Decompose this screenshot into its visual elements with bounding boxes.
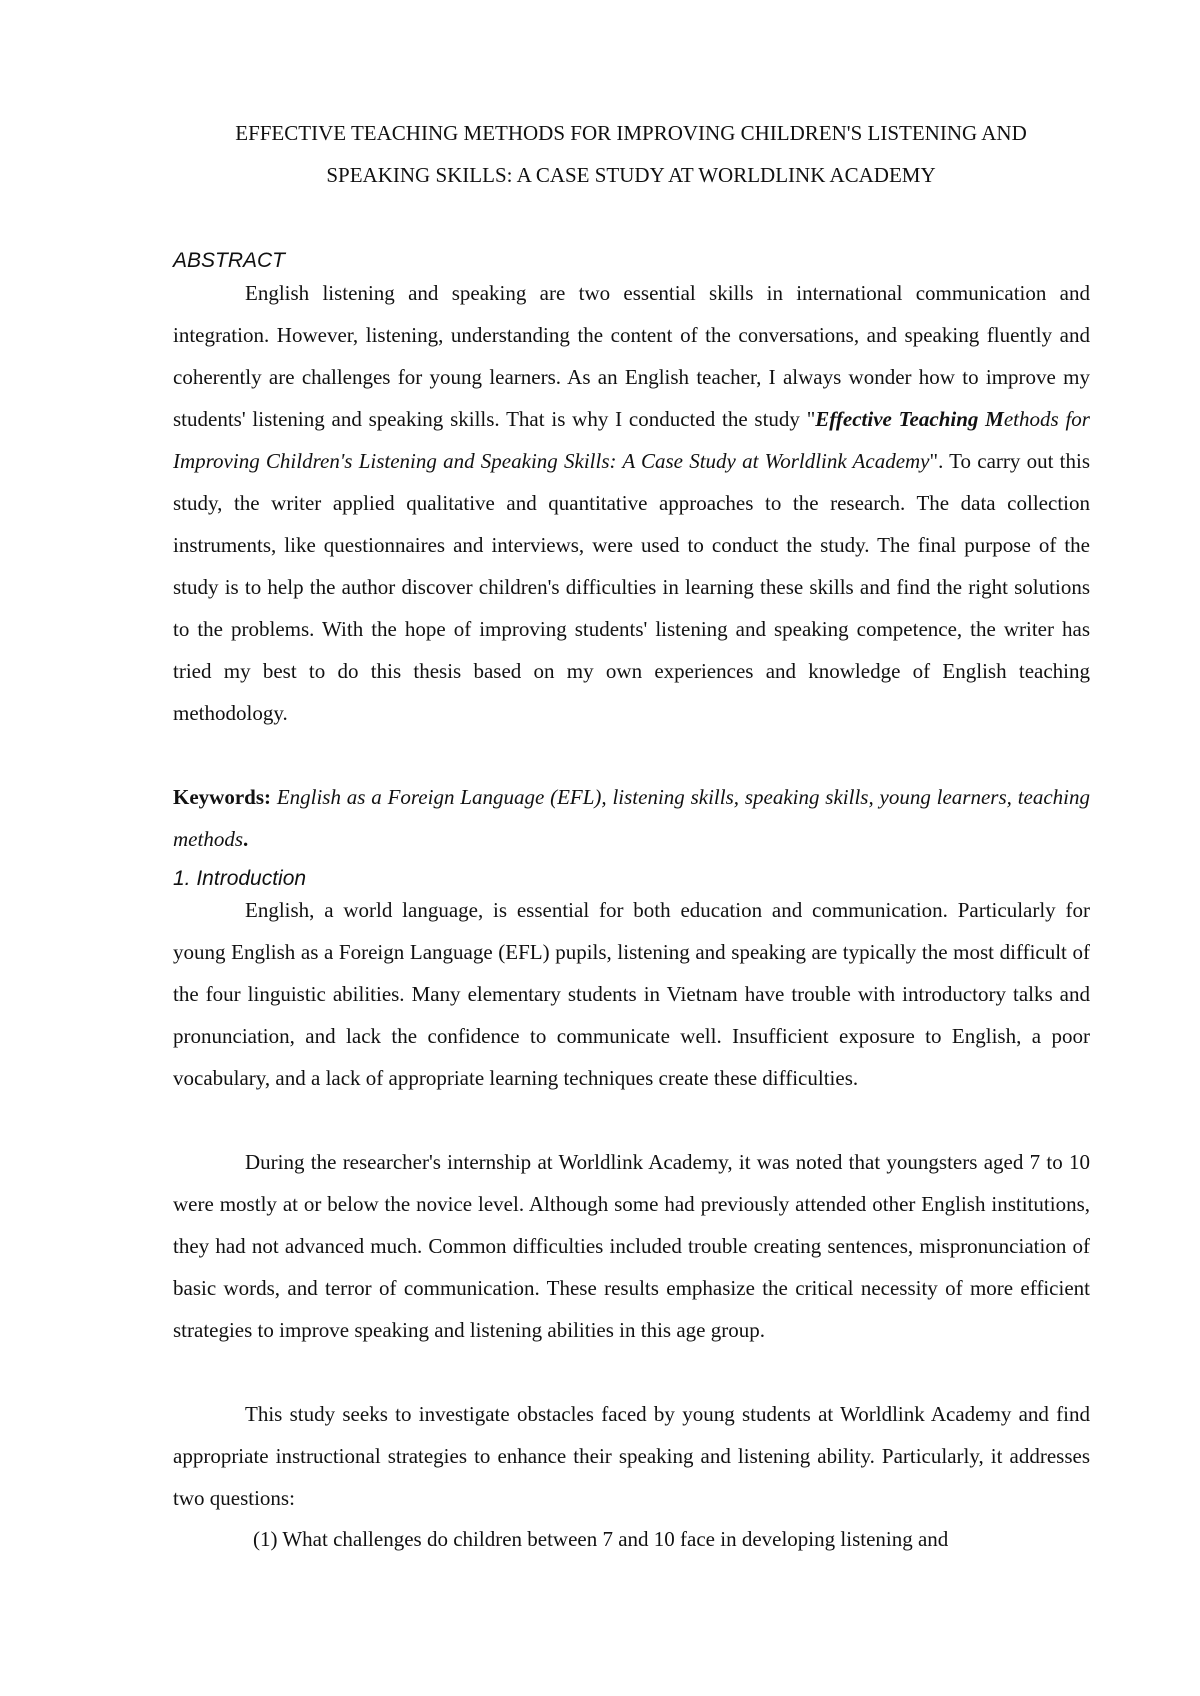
- introduction-heading: 1. Introduction: [173, 867, 307, 890]
- keywords-end: .: [243, 827, 249, 851]
- abstract-paragraph: [173, 272, 1090, 734]
- introduction-paragraph-1: English, a world language, is essential for both education and communication. Particularly for young English as a Foreign Language (EFL) pupils, listening and speaking are typically the most difficult of the four linguistic abilities. Many elementary students in Vietnam have trouble with introductory talks and pronunciation, and lack the confidence to communicate well. Insufficient exposure to English, a poor vocabulary, and a lack of appropriate learning techniques create these difficulties.: [173, 898, 1090, 1090]
- abstract-text-after: ". To carry out this study, the writer applied qualitative and quantitative approaches to the research. The data collection instruments, like questionnaires and interviews, were used to conduct the study. The final purpose of the study is to help the author discover children's difficulties in learning these skills and find the right solutions to the problems. With the hope of improving students' listening and speaking competence, the writer has tried my best to do this thesis based on my own experiences and knowledge of English teaching methodology.: [173, 449, 1090, 725]
- abstract-study-title-bold: Effective Teaching M: [815, 407, 1004, 431]
- title-line-2: SPEAKING SKILLS: A CASE STUDY AT WORLDLINK ACADEMY: [326, 163, 936, 187]
- introduction-paragraph-3: This study seeks to investigate obstacles faced by young students at Worldlink Academy and find appropriate instructional strategies to enhance their speaking and listening ability. Particularly, it addresses two questions:: [173, 1402, 1090, 1510]
- research-question-1: (1) What challenges do children between 7 and 10 face in developing listening and: [253, 1527, 949, 1551]
- title-line-1: EFFECTIVE TEACHING METHODS FOR IMPROVING CHILDREN'S LISTENING AND: [235, 121, 1027, 145]
- abstract-heading: ABSTRACT: [173, 249, 286, 272]
- keywords-paragraph: [173, 776, 1090, 860]
- introduction-paragraph-2: During the researcher's internship at Worldlink Academy, it was noted that youngsters aged 7 to 10 were mostly at or below the novice level. Although some had previously attended other English institutions, they had not advanced much. Common difficulties included trouble creating sentences, mispronunciation of basic words, and terror of communication. These results emphasize the critical necessity of more efficient strategies to improve speaking and listening abilities in this age group.: [173, 1150, 1090, 1342]
- abstract-text-before: English listening and speaking are two essential skills in international communication and integration. However, listening, understanding the content of the conversations, and speaking fluently and coherently are challenges for young learners. As an English teacher, I always wonder how to improve my students' listening and speaking skills. That is why I conducted the study ": [173, 281, 1090, 431]
- paper-title: [172, 112, 1090, 196]
- keywords-label: Keywords:: [173, 785, 271, 809]
- keywords-text: English as a Foreign Language (EFL), listening skills, speaking skills, young learners, teaching methods: [173, 785, 1090, 851]
- abstract-study-title-italic: ethods for Improving Children's Listening and Speaking Skills: A Case Study at Worldlink Academy: [173, 407, 1090, 473]
